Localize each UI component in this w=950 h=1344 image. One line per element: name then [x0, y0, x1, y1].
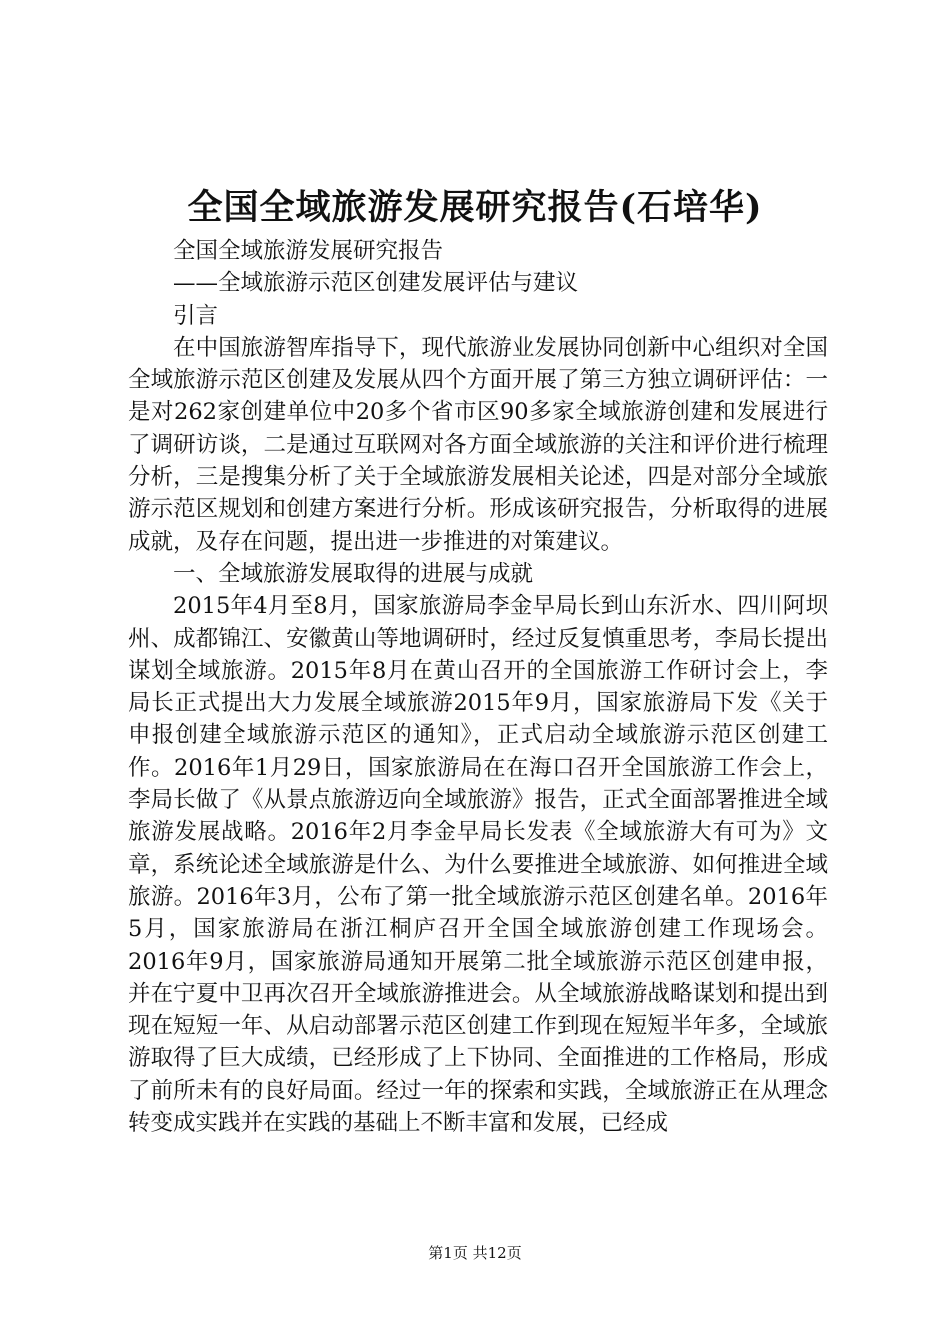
section-heading: 一、全域旅游发展取得的进展与成就 [173, 560, 534, 587]
document-title: 全国全域旅游发展研究报告(石培华) [187, 187, 763, 228]
document-body [128, 235, 828, 1139]
paragraph-progress: 2015年4月至8月，国家旅游局李金早局长到山东沂水、四川阿坝州、成都锦江、安徽黄山等地调研时，经过反复慎重思考，李局长提出谋划全域旅游。2015年8月在黄山召开的全国旅游工作研讨会上，李局长正式提出大力发展全域旅游2015年9月，国家旅游局下发《关于申报创建全域旅游示范区的通知》，正式启动全域旅游示范区创建工作。2016年1月29日，国家旅游局在在海口召开全国旅游工作会上，李局长做了《从景点旅游迈向全域旅游》报告，正式全面部署推进全域旅游发展战略。2016年2月李金早局长发表《全域旅游大有可为》文章，系统论述全域旅游是什么、为什么要推进全域旅游、如何推进全域旅游。2016年3月，公布了第一批全域旅游示范区创建名单。2016年5月，国家旅游局在浙江桐庐召开全国全域旅游创建工作现场会。2016年9月，国家旅游局通知开展第二批全域旅游示范区创建申报，并在宁夏中卫再次召开全域旅游推进会。从全域旅游战略谋划和提出到现在短短一年、从启动部署示范区创建工作到现在短短半年多，全域旅游取得了巨大成绩，已经形成了上下协同、全面推进的工作格局，形成了前所未有的良好局面。经过一年的探索和实践，全域旅游正在从理念转变成实践并在实践的基础上不断丰富和发展，已经成 [128, 593, 828, 1137]
subtitle: 全国全域旅游发展研究报告 [173, 238, 444, 264]
paragraph-intro: 在中国旅游智库指导下，现代旅游业发展协同创新中心组织对全国全域旅游示范区创建及发展从四个方面开展了第三方独立调研评估：一是对262家创建单位中20多个省市区90多家全域旅游创建和发展进行了调研访谈，二是通过互联网对各方面全域旅游的关注和评价进行梳理分析，三是搜集分析了关于全域旅游发展相关论述，四是对部分全域旅游示范区规划和创建方案进行分析。形成该研究报告，分析取得的进展成就，及存在问题，提出进一步推进的对策建议。 [128, 334, 828, 555]
sub-subtitle: ——全域旅游示范区创建发展评估与建议 [173, 270, 579, 297]
intro-heading: 引言 [173, 302, 219, 329]
page-footer: 第1页 共12页 [428, 1244, 522, 1262]
